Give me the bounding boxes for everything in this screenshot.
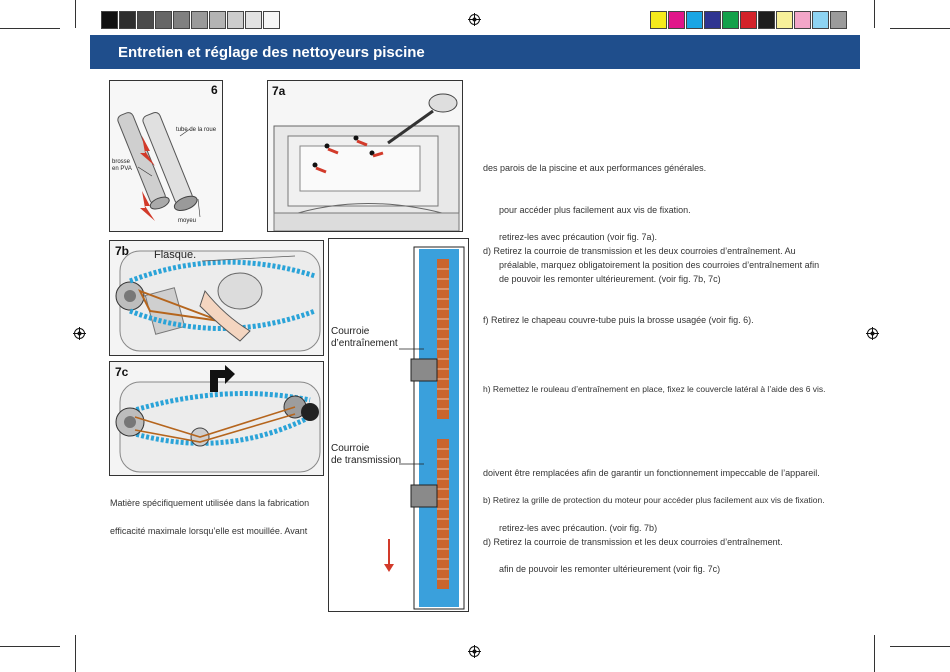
gray-swatch — [263, 11, 280, 29]
color-swatch — [668, 11, 685, 29]
figure-label: 7b — [115, 244, 130, 258]
gray-swatch — [155, 11, 172, 29]
gray-swatch — [173, 11, 190, 29]
color-swatch — [758, 11, 775, 29]
gray-swatch — [245, 11, 262, 29]
registration-mark-icon — [73, 327, 86, 340]
figure-7b — [109, 240, 324, 356]
color-swatch — [830, 11, 847, 29]
figure-label: 7a — [272, 84, 286, 98]
callout-flasque: Flasque. — [154, 249, 197, 261]
color-swatch — [740, 11, 757, 29]
color-swatch — [704, 11, 721, 29]
gray-swatch — [209, 11, 226, 29]
page-title: Entretien et réglage des nettoyeurs piscine — [118, 44, 425, 61]
body-text: de pouvoir les remonter ultérieurement. (voir fig. 7b, 7c) — [499, 274, 721, 284]
color-swatch — [686, 11, 703, 29]
body-text: afin de pouvoir les remonter ultérieurement (voir fig. 7c) — [499, 564, 721, 574]
gray-swatch — [227, 11, 244, 29]
crop-mark — [874, 635, 875, 672]
belt-cross-section-illustration — [329, 239, 469, 612]
body-text: b) Retirez la grille de protection du moteur pour accéder plus facilement aux vis de fixation. — [483, 495, 825, 505]
body-text: d) Retirez la courroie de transmission et les deux courroies d’entraînement. — [483, 537, 783, 547]
gray-swatch — [101, 11, 118, 29]
registration-mark-icon — [468, 13, 481, 26]
registration-mark-icon — [866, 327, 879, 340]
figure-7a — [267, 80, 463, 232]
body-text: d) Retirez la courroie de transmission et les deux courroies d’entraînement. Au — [483, 246, 796, 256]
motor-cover-illustration — [268, 81, 463, 232]
belt-diagram — [328, 238, 469, 612]
color-swatch — [794, 11, 811, 29]
crop-mark — [890, 28, 950, 29]
color-swatch — [812, 11, 829, 29]
body-text: Matière spécifiquement utilisée dans la fabrication — [110, 498, 310, 508]
callout-transmission-belt: Courroie — [331, 443, 370, 454]
crop-mark — [0, 646, 60, 647]
color-swatch — [776, 11, 793, 29]
callout-transmission-belt: de transmission — [331, 455, 402, 466]
figure-7c — [109, 361, 324, 476]
callout-hub: moyeu — [178, 218, 197, 224]
gray-swatch — [137, 11, 154, 29]
crop-mark — [75, 0, 76, 28]
body-text: retirez-les avec précaution (voir fig. 7a). — [499, 232, 658, 242]
callout-drive-belt: d’entraînement — [331, 338, 398, 349]
body-text: retirez-les avec précaution. (voir fig. 7b) — [499, 523, 658, 533]
callout-brush: en PVA — [112, 166, 132, 172]
transmission-belt-illustration — [110, 362, 324, 476]
gray-swatch — [191, 11, 208, 29]
callout-brush: brosse — [112, 159, 131, 165]
drive-belt-illustration — [110, 241, 324, 356]
color-swatch — [650, 11, 667, 29]
body-text: préalable, marquez obligatoirement la position des courroies d’entraînement afin — [499, 260, 820, 270]
figure-label: 7c — [115, 365, 129, 379]
crop-mark — [75, 635, 76, 672]
color-swatch — [722, 11, 739, 29]
figure-6 — [109, 80, 223, 232]
body-text: pour accéder plus facilement aux vis de fixation. — [499, 205, 691, 215]
body-text: h) Remettez le rouleau d’entraînement en place, fixez le couvercle latéral à l’aide des 6 vis. — [483, 384, 826, 394]
figure-label: 6 — [211, 83, 218, 97]
body-text: f) Retirez le chapeau couvre-tube puis la brosse usagée (voir fig. 6). — [483, 315, 754, 325]
body-text: efficacité maximale lorsqu’elle est mouillée. Avant — [110, 526, 308, 536]
crop-mark — [0, 28, 60, 29]
crop-mark — [890, 646, 950, 647]
brush-tube-illustration — [110, 81, 223, 232]
gray-swatch — [119, 11, 136, 29]
callout-tube: tube de la roue — [176, 127, 217, 133]
registration-mark-icon — [468, 645, 481, 658]
body-text: des parois de la piscine et aux performances générales. — [483, 163, 707, 173]
callout-drive-belt: Courroie — [331, 326, 370, 337]
crop-mark — [874, 0, 875, 28]
body-text: doivent être remplacées afin de garantir un fonctionnement impeccable de l’appareil. — [483, 468, 820, 478]
